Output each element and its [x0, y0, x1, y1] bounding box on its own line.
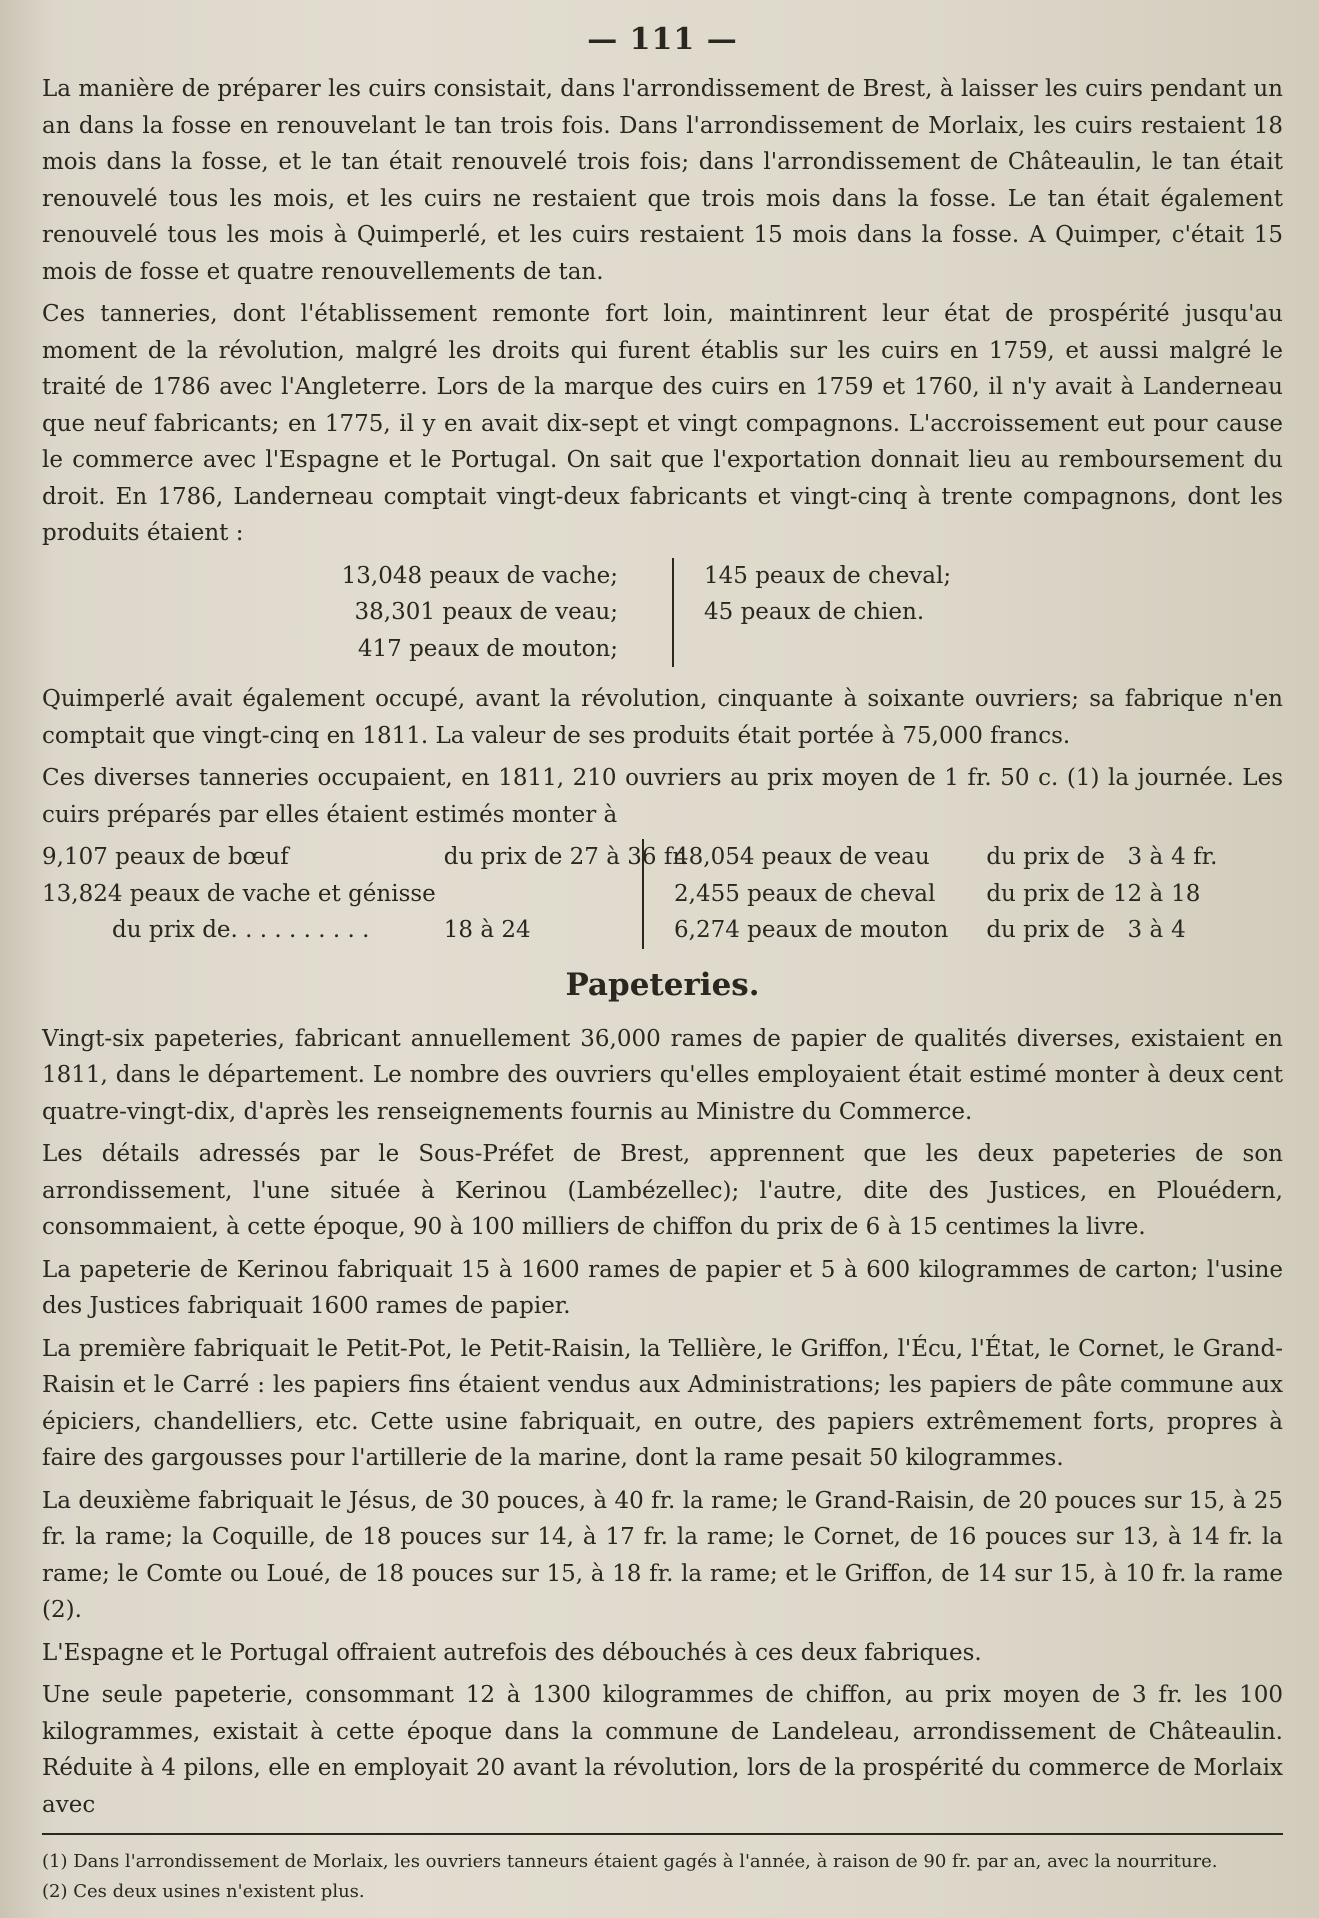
products-1786-list — [42, 558, 1283, 668]
product-name: du prix de. . . . . . . . . . — [112, 917, 370, 943]
product-price-max: 18 — [1171, 880, 1201, 907]
paragraph: La manière de préparer les cuirs consistait, dans l'arrondissement de Brest, à laisser les cuirs pendant un an dans la fosse en renouvelant le tan trois fois. Dans l'arrondissement de Morlaix, les cuirs restaient 18 mois dans la fosse, et le tan était renouvelé trois fois; dans l'arrondissement de Châteaulin, le tan était renouvelé tous les mois, et les cuirs ne restaient que trois mois dans la fosse. Le tan était également renouvelé tous les mois à Quimperlé, et les cuirs restaient 15 mois dans la fosse. A Quimper, c'était 15 mois de fosse et quatre renouvellements de tan. — [42, 76, 1283, 285]
product-price-min: 3 à — [1127, 917, 1164, 943]
product-item: 145 peaux de cheval; — [704, 562, 952, 589]
product-item: 13,048 peaux de vache; — [341, 562, 618, 589]
product-name: 13,824 peaux de vache et génisse — [42, 880, 436, 907]
paragraph: Ces diverses tanneries occupaient, en 1811, 210 ouvriers au prix moyen de 1 fr. 50 c. (1) la journée. Les cuirs préparés par elles étaient estimés monter à — [42, 765, 1283, 828]
paragraph: La deuxième fabriquait le Jésus, de 30 pouces, à 40 fr. la rame; le Grand-Raisin, de 20 pouces sur 15, à 25 fr. la rame; la Coquille, de 18 pouces sur 14, à 17 fr. la rame; le Cornet, de 16 pouces sur 13, à 14 fr. la rame; le Comte ou Loué, de 18 pouces sur 15, à 18 fr. la rame; et le Griffon, de 14 sur 15, à 10 fr. la rame (2). — [42, 1487, 1283, 1623]
product-item: 417 peaux de mouton; — [357, 635, 618, 662]
product-name: 6,274 peaux de mouton — [674, 917, 949, 943]
product-item: 38,301 peaux de veau; — [354, 599, 618, 625]
product-price-min: 3 à — [1127, 844, 1164, 870]
paragraph: Quimperlé avait également occupé, avant la révolution, cinquante à soixante ouvriers; sa fabrique n'en comptait que vingt-cinq en 1811. La valeur de ses produits était portée à 75,000 francs. — [42, 686, 1283, 749]
product-price-label: du prix de — [986, 917, 1105, 943]
footnote: (1) Dans l'arrondissement de Morlaix, les ouvriers tanneurs étaient gagés à l'année, à raison de 90 fr. par an, avec la nourriture. — [42, 1851, 1218, 1872]
product-name: 2,455 peaux de cheval — [674, 880, 936, 907]
product-price: 18 à 24 — [443, 917, 531, 943]
footnote: (2) Ces deux usines n'existent plus. — [42, 1881, 365, 1902]
footnote-divider — [42, 1833, 1283, 1835]
product-price: du prix de 27 à 36 fr. — [443, 844, 689, 870]
product-price-label: du prix de — [986, 844, 1105, 870]
product-price-max: 4 — [1171, 917, 1186, 943]
products-1811-list — [42, 839, 1283, 949]
product-name: 48,054 peaux de veau — [674, 844, 930, 870]
product-price-min: 12 à — [1112, 880, 1164, 907]
paragraph: Ces tanneries, dont l'établissement remonte fort loin, maintinrent leur état de prospérité jusqu'au moment de la révolution, malgré les droits qui furent établis sur les cuirs en 1759, et aussi malgré le traité de 1786 avec l'Angleterre. Lors de la marque des cuirs en 1759 et 1760, il n'y avait à Landerneau que neuf fabricants; en 1775, il y en avait dix-sept et vingt compagnons. L'accroissement eut pour cause le commerce avec l'Espagne et le Portugal. On sait que l'exportation donnait lieu au remboursement du droit. En 1786, Landerneau comptait vingt-deux fabricants et vingt-cinq à trente compagnons, dont les produits étaient : — [42, 301, 1283, 546]
product-name: 9,107 peaux de bœuf — [42, 844, 289, 870]
paragraph: Une seule papeterie, consommant 12 à 1300 kilogrammes de chiffon, au prix moyen de 3 fr. les 100 kilogrammes, existait à cette époque dans la commune de Landeleau, arrondissement de Châteaulin. Réduite à 4 pilons, elle en employait 20 avant la révolution, lors de la prospérité du commerce de Morlaix avec — [42, 1682, 1283, 1818]
paragraph: Les détails adressés par le Sous-Préfet de Brest, apprennent que les deux papeteries de son arrondissement, l'une située à Kerinou (Lambézellec); l'autre, dite des Justices, en Plouédern, consommaient, à cette époque, 90 à 100 milliers de chiffon du prix de 6 à 15 centimes la livre. — [42, 1141, 1283, 1240]
paragraph: La papeterie de Kerinou fabriquait 15 à 1600 rames de papier et 5 à 600 kilogrammes de carton; l'usine des Justices fabriquait 1600 rames de papier. — [42, 1256, 1283, 1319]
section-title: Papeteries. — [565, 966, 760, 1003]
paragraph: La première fabriquait le Petit-Pot, le Petit-Raisin, la Tellière, le Griffon, l'Écu, l'État, le Cornet, le Grand-Raisin et le Carré : les papiers fins étaient vendus aux Administrations; les papiers de pâte commune aux épiciers, chandelliers, etc. Cette usine fabriquait, en outre, des papiers extrêmement forts, propres à faire des gargousses pour l'artillerie de la marine, dont la rame pesait 50 kilogrammes. — [42, 1335, 1283, 1471]
product-item: 45 peaux de chien. — [704, 599, 925, 625]
paragraph: Vingt-six papeteries, fabricant annuellement 36,000 rames de papier de qualités diverses, existaient en 1811, dans le département. Le nombre des ouvriers qu'elles employaient était estimé monter à deux cent quatre-vingt-dix, d'après les renseignements fournis au Ministre du Commerce. — [42, 1025, 1283, 1125]
product-price-label: du prix de — [986, 880, 1105, 907]
paragraph: L'Espagne et le Portugal offraient autrefois des débouchés à ces deux fabriques. — [42, 1639, 982, 1666]
product-price-max: 4 fr. — [1171, 844, 1218, 870]
page-number: — 111 — — [587, 22, 738, 57]
